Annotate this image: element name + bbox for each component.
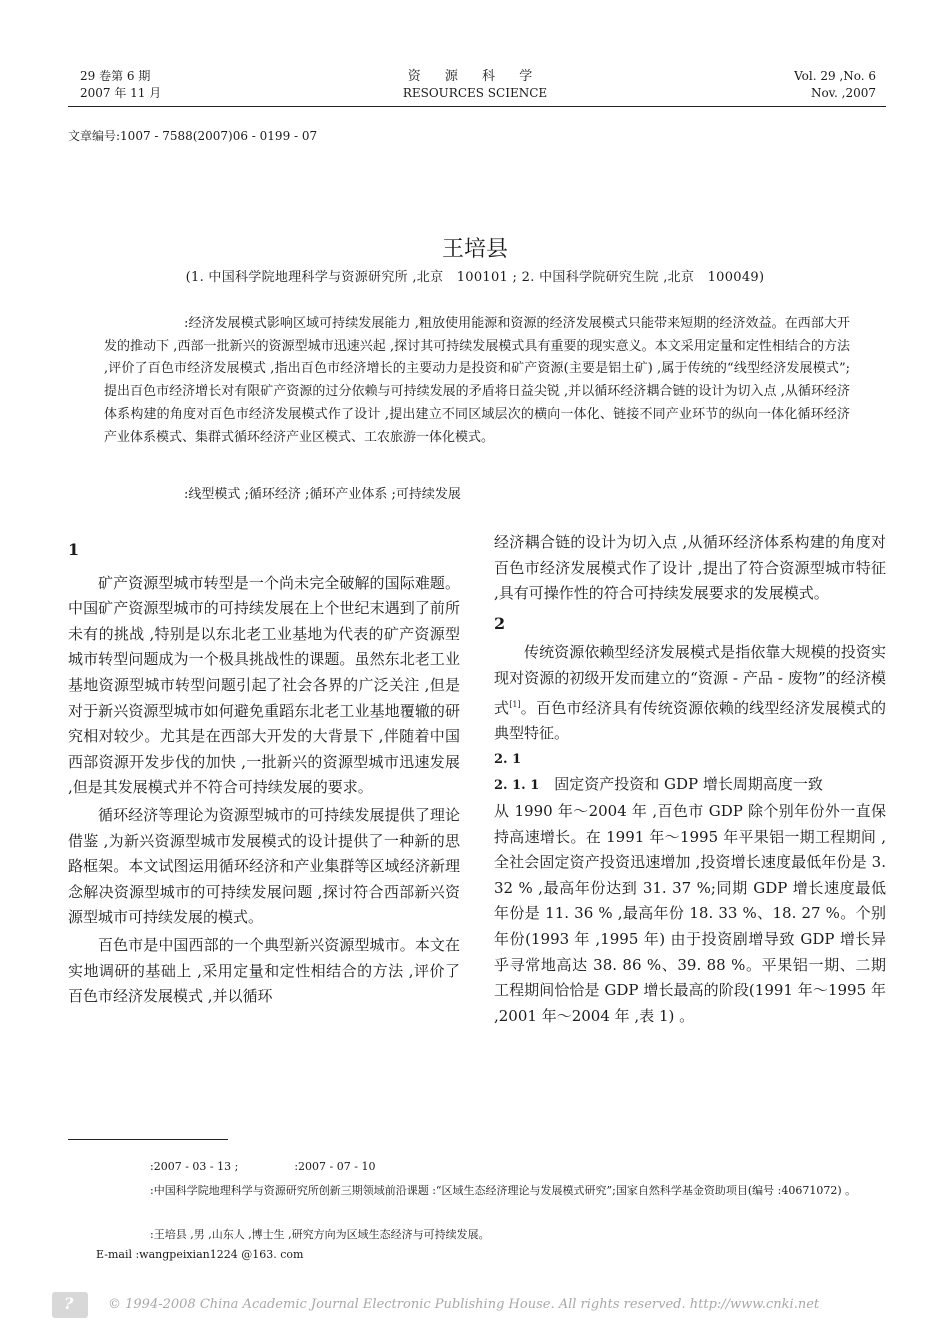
- author-affiliation: (1. 中国科学院地理科学与资源研究所 ,北京 100101 ; 2. 中国科学院研究生院 ,北京 100049): [185, 270, 765, 285]
- footnote-dates: [150, 1158, 375, 1176]
- date-en: Nov. ,2007: [810, 86, 876, 100]
- paragraph: 百色市是中国西部的一个典型新兴资源型城市。本文在实地调研的基础上 ,采用定量和定性相结合的方法 ,评价了百色市经济发展模式 ,并以循环: [68, 935, 460, 1006]
- subsection-title: 固定资产投资和 GDP 增长周期高度一致: [554, 775, 823, 794]
- abstract: :经济发展模式影响区域可持续发展能力 ,粗放使用能源和资源的经济发展模式只能带来短期的经济效益。在西部大开发的推动下 ,西部一批新兴的资源型城市迅速兴起 ,探讨其可持续发展模式具有重要的现实意义。本文采用定量和定性相结合的方法 ,评价了百色市经济发展模式 ,指出百色市经济增长的主要动力是投资和矿产资源(主要是铝土矿) ,属于传统的“线型经济发展模式”;提出百色市经济增长对有限矿产资源的过分依赖与可持续发展的矛盾将日益尖锐 ,并以循环经济耦合链的设计为切入点 ,从循环经济体系构建的角度对百色市经济发展模式作了设计 ,提出建立不同区域层次的横向一体化、链接不同产业环节的纵向一体化循环经济产业体系模式、集群式循环经济产业区模式、工农旅游一体化模式。: [104, 316, 850, 445]
- subsection-heading-2-1-1: [494, 772, 886, 799]
- subsection-heading-2-1: 2. 1: [494, 751, 522, 767]
- footnote-funding: :中国科学院地理科学与资源研究所创新三期领域前沿课题 :“区域生态经济理论与发展模式研究”;国家自然科学基金资助项目(编号 :40671072) 。: [150, 1184, 857, 1197]
- body-column-right: [494, 530, 886, 1029]
- section-heading-1: 1: [68, 540, 80, 559]
- journal-title-en: RESOURCES SCIENCE: [402, 86, 548, 100]
- paragraph: 矿产资源型城市转型是一个尚未完全破解的国际难题。中国矿产资源型城市的可持续发展在上个世纪末遇到了前所未有的挑战 ,特别是以东北老工业基地为代表的矿产资源型城市转型问题成为一个极具挑战性的课题。虽然东北老工业基地资源型城市转型问题引起了社会各界的广泛关注 ,但是对于新兴资源型城市如何避免重蹈东北老工业基地覆辙的研究相对较少。尤其是在西部大开发的大背景下 ,伴随着中国西部资源开发步伐的加快 ,一批新兴的资源型城市迅速发展 ,但是其发展模式并不符合可持续发展的要求。: [68, 573, 460, 797]
- publisher-footer: [52, 1292, 892, 1320]
- paragraph: 从 1990 年～2004 年 ,百色市 GDP 除个别年份外一直保持高速增长。在 1991 年～1995 年平果铝一期工程期间 ,全社会固定资产投资迅速增加 ,投资增长速度最低年份是 3. 32 % ,最高年份达到 31. 37 %;同期 GDP 增长速度最低年份是 11. 36 % ,最高年份 18. 33 %、18. 27 %。个别年份(1993 年 ,1995 年) 由于投资剧增导致 GDP 增长异乎寻常地高达 38. 86 %、39. 88 %。平果铝一期、二期工程期间恰恰是 GDP 增长最高的阶段(1991 年～1995 年 ,2001 年～2004 年 ,表 1) 。: [494, 801, 886, 1025]
- article-number: 文章编号:1007 - 7588(2007)06 - 0199 - 07: [68, 129, 318, 143]
- running-header-center: [350, 68, 600, 102]
- volume-issue-cn: 29 卷第 6 期: [80, 69, 151, 83]
- date-cn: 2007 年 11 月: [80, 86, 162, 100]
- logo-glyph: ?: [64, 1294, 74, 1313]
- footnote-email: E-mail :wangpeixian1224 @163. com: [96, 1248, 304, 1261]
- subsection-number: 2. 1. 1: [494, 778, 540, 794]
- volume-issue-en: Vol. 29 ,No. 6: [794, 69, 876, 83]
- footnote-rule: [68, 1139, 228, 1140]
- paragraph-text: 。百色市经济具有传统资源依赖的线型经济发展模式的典型特征。: [494, 698, 886, 743]
- section-heading-2: 2: [494, 613, 506, 633]
- cnki-logo-icon: [52, 1292, 88, 1318]
- paragraph: 经济耦合链的设计为切入点 ,从循环经济体系构建的角度对百色市经济发展模式作了设计 ,提出了符合资源型城市特征 ,具有可操作性的符合可持续发展要求的发展模式。: [494, 533, 886, 603]
- running-header-left: [80, 68, 161, 102]
- paragraph: [494, 640, 886, 746]
- citation-ref[interactable]: [1]: [509, 699, 521, 709]
- running-header-right: [794, 68, 876, 102]
- footnote-author-bio: :王培县 ,男 ,山东人 ,博士生 ,研究方向为区域生态经济与可持续发展。: [150, 1228, 490, 1241]
- body-column-left: [68, 537, 460, 1010]
- received-date: :2007 - 03 - 13 ;: [150, 1160, 239, 1173]
- paragraph-text: 传统资源依赖型经济发展模式是指依靠大规模的投资实现对资源的初级开发而建立的“资源 - 产品 - 废物”的经济模式: [494, 643, 886, 717]
- revised-date: :2007 - 07 - 10: [294, 1160, 376, 1173]
- journal-title-cn: 资 源 科 学: [407, 69, 543, 84]
- header-rule: [68, 106, 886, 107]
- keywords: :线型模式 ;循环经济 ;循环产业体系 ;可持续发展: [184, 487, 461, 502]
- author-name: 王培县: [441, 237, 508, 262]
- copyright-notice: © 1994-2008 China Academic Journal Electronic Publishing House. All rights reserved. http://www.cnki.net: [108, 1297, 820, 1312]
- paragraph: 循环经济等理论为资源型城市的可持续发展提供了理论借鉴 ,为新兴资源型城市发展模式的设计提供了一种新的思路框架。本文试图运用循环经济和产业集群等区域经济新理念解决资源型城市的可持续发展问题 ,探讨符合西部新兴资源型城市可持续发展的模式。: [68, 805, 460, 927]
